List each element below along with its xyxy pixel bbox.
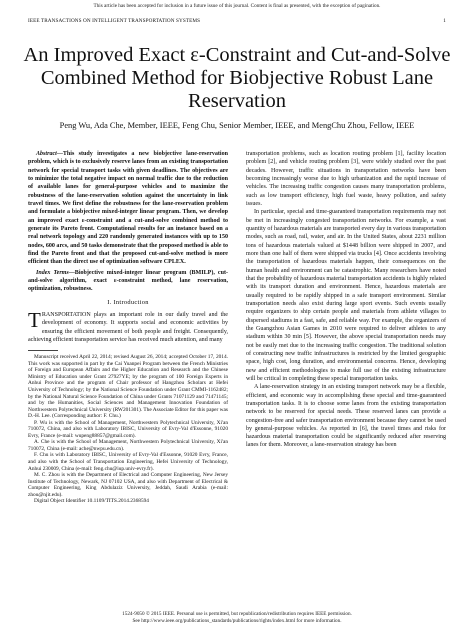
index-terms: [28, 269, 228, 294]
running-head: [28, 18, 446, 24]
rights-link-line: See http://www.ieee.org/publications_standards/publications/rights/index.html for more information.: [132, 618, 342, 624]
page-number: 1: [443, 18, 446, 24]
copyright-footer: [0, 611, 474, 625]
intro-text: RANSPORTATION plays an important role in our daily travel and the development of economy. It supports social and economic activities by ensuring the efficient movement of both people and freight. Consequently, achieving efficient transportation service has received much attention, and many: [28, 311, 228, 343]
intro-paragraph: [28, 307, 228, 344]
body-paragraph: A lane-reservation strategy in an existing transport network may be a flexible, efficient, and economic way in accomplishing these special and time-guaranteed transportation tasks. It is to choose some lanes from the existing transportation network to be reserved for special needs. These reserved lanes can provide a congestion-free and safer transportation environment because they cannot be used by general-purpose vehicles. As reported in [6], the travel times and risks for hazardous material transportation could be significantly reduced after reserving lanes for them. Moreover, a lane-reservation strategy has been: [246, 384, 446, 449]
footnote-doi: Digital Object Identifier 10.1109/TITS.2014.2368594: [34, 498, 149, 505]
body-paragraph: In particular, special and time-guaranteed transportation requirements may not be met in increasingly congested transportation networks. For example, a vast quantity of hazardous materials are transported every day in various transportation modes, such as road, rail, water, and air. In the United States, about 2231 million tons of hazardous materials valued at $1448 billion were shipped in 2007, and more than one half of them were shipped via trucks [4]. Once accidents involving the transportation of hazardous materials happen, their consequences on the human health and environment can be catastrophic. Many researchers have noted that the probability of hazardous material transportation accidents is highly related with its transport duration and environment. Hence, hazardous materials are usually required to be rapidly shipped in a safe transport environment. Similar transportation needs also exist during large sport events. Such events usually require organizers to ship certain people and materials from athlete villages to dispersed stadiums in a fast, safe, and reliable way. For example, the organizers of the Guangzhou Asian Games in 2010 were required to deliver athletes to any stadium within 30 min [5]. However, the above special transportation needs may not be easily met due to the increasing traffic congestion. The traditional solution of constructing new traffic infrastructures is restricted by the limited geographic space, high cost, long duration, and environmental concerns. Hence, developing new and efficient methodologies to make full use of the existing infrastructure will be critical in completing these special transportation tasks.: [246, 209, 446, 382]
acceptance-note: This article has been accepted for inclusion in a future issue of this journal. Content is final as presented, with the exception of pagination.: [93, 3, 381, 9]
footnote-author-wu: P. Wu is with the School of Management, Northwestern Polytechnical University, Xi'an 710072, China, and also with Laboratory IBISC, University of Evry-Val d'Essonne, 91020 Evry, France (e-mail: wupeng88857@gmail.com).: [28, 419, 228, 439]
left-column: [28, 150, 228, 505]
author-list: Peng Wu, Ada Che, Member, IEEE, Feng Chu, Senior Member, IEEE, and MengChu Zhou, Fellow, IEEE: [59, 121, 415, 130]
drop-cap: T: [28, 307, 41, 332]
abstract-text: This study investigates a new biobjective lane-reservation problem, which is to exclusively reserve lanes from an existing transportation network for special transport tasks with given deadlines. The objectives are to minimize the total negative impact on normal traffic due to the reduction of available lanes for general-purpose vehicles and to maximize the robustness of the lane-reservation solution against the uncertainty in link travel times. We first define the robustness for the lane-reservation problem and formulate a biobjective mixed-integer linear program. Then, we develop an improved exact ε-constraint and a cut-and-solve combined method to generate its Pareto front. Computational results for an instance based on a real network topology and 220 randomly generated instances with up to 150 nodes, 600 arcs, and 50 tasks demonstrate that the proposed method is able to find the Pareto front and that the proposed cut-and-solve method is more efficient than the direct use of optimization software CPLEX.: [28, 151, 228, 266]
footnote-manuscript: Manuscript received April 22, 2014; revised August 26, 2014; accepted October 17, 2014. This work was supported in part by the Cai Yuanpei Program between the French Ministries of Foreign and European Affairs and the Higher Education and Research and the Chinese Ministry of Education under Grant 27927YE; by the program of 100 Foreign Experts in Anhui Province and the program of Chair professor of Hangzhou Scholars at Hefei University of Technology; by the National Science Foundation under Grant CMMI-1162482; by the National Natural Science Foundation of China under Grants 71071129 and 71471145; and by the Humanities, Social Sciences and Management Innovation Foundation of Northwestern Polytechnical University (RW201301). The Associate Editor for this paper was D.-H. Lee. (Corresponding author: F. Chu.): [28, 354, 228, 420]
footnote-author-che: A. Che is with the School of Management, Northwestern Polytechnical University, Xi'an 710072, China (e-mail: ache@nwpu.edu.cn).: [28, 439, 228, 452]
journal-name: IEEE TRANSACTIONS ON INTELLIGENT TRANSPORTATION SYSTEMS: [28, 18, 201, 24]
footnote-author-zhou: M. C. Zhou is with the Department of Electrical and Computer Engineering, New Jersey Institute of Technology, Newark, NJ 07102 USA, and also with Department of Electrical & Computer Engineering, King Abdulaziz University, Jeddah, Saudi Arabia (e-mail: zhou@njit.edu).: [28, 472, 228, 498]
index-terms-label: Index Terms—: [36, 269, 75, 276]
right-column: [246, 150, 446, 450]
abstract-label: Abstract—: [36, 151, 63, 157]
body-paragraph: transportation problems, such as location routing problem [1], facility location problem [2], and vehicle routing problem [3], were widely studied over the past decades. However, traffic situations in transportation networks have been becoming increasingly worse due to high urbanization and the rapid increase of vehicles. The increasing traffic congestion causes many transportation problems, such as low transport efficiency, high fuel waste, heavy pollution, and safety issues.: [246, 151, 446, 207]
footnote-author-chu: F. Chu is with Laboratory IBISC, University of Evry-Val d'Essonne, 91020 Evry, France, and also with the School of Transportation Engineering, Hefei University of Technology, Anhui 230009, China (e-mail: feng.chu@iup.univ-evry.fr).: [28, 452, 228, 472]
index-terms-text: Biobjective mixed-integer linear program (BMILP), cut-and-solve algorithm, exact ε-constraint method, lane reservation, optimization, robustness.: [28, 269, 228, 293]
abstract: [28, 150, 228, 267]
copyright-line: 1524-9050 © 2015 IEEE. Personal use is permitted, but republication/redistribution requires IEEE permission.: [122, 611, 352, 617]
section-heading: I. Introduction: [107, 298, 149, 306]
footnote-divider: [28, 350, 58, 351]
paper-title: An Improved Exact ε-Constraint and Cut-and-Solve Combined Method for Biobjective Robust Lane Reservation: [23, 44, 451, 112]
